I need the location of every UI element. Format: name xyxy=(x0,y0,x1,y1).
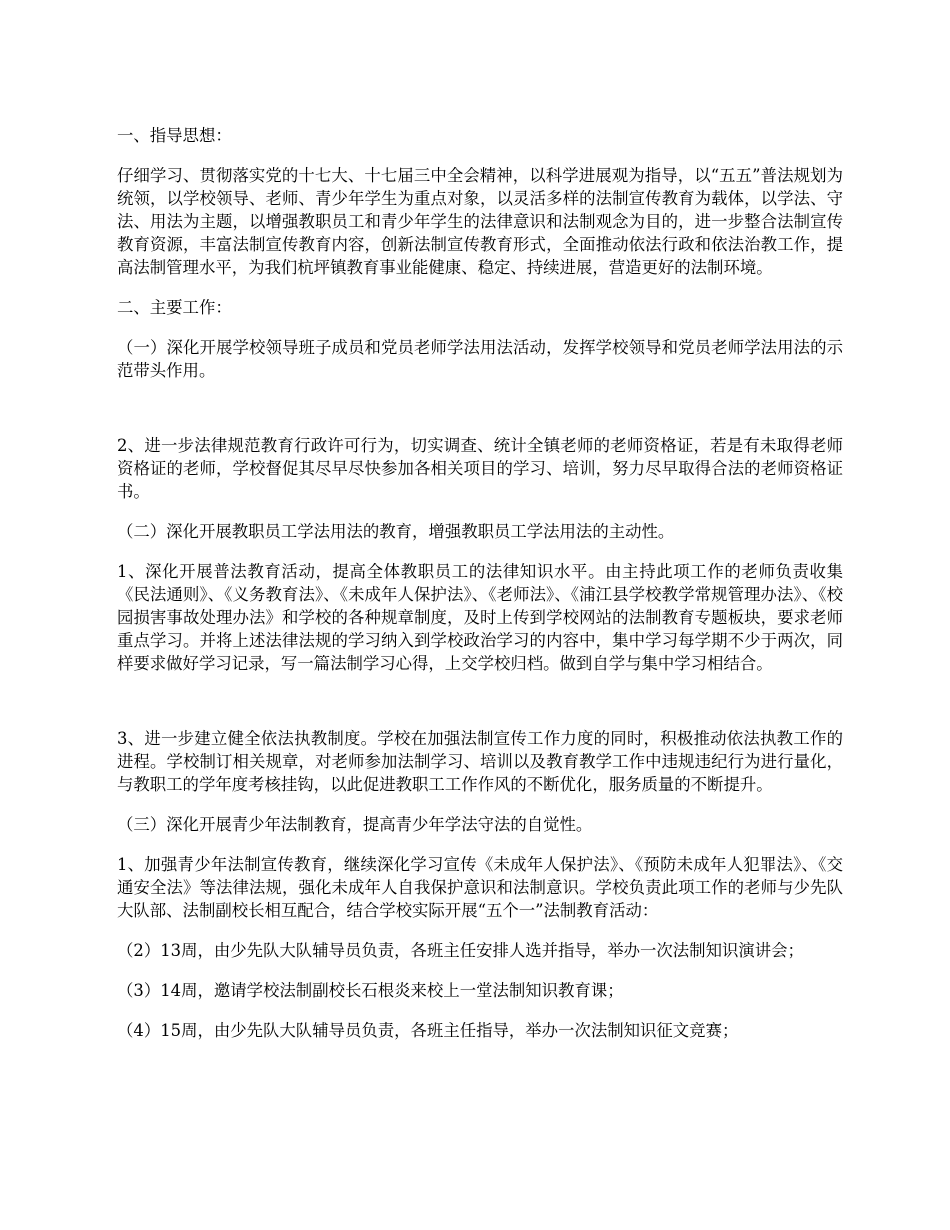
list-item-week-13: （2）13周，由少先队大队辅导员负责，各班主任安排人选并指导，举办一次法制知识演讲会； xyxy=(117,941,804,960)
subsection-heading-staff: （二）深化开展教职员工学法用法的教育，增强教职员工学法用法的主动性。 xyxy=(117,522,675,541)
subsection-heading-youth: （三）深化开展青少年法制教育，提高青少年学法守法的自觉性。 xyxy=(117,815,593,834)
list-item-week-15: （4）15周，由少先队大队辅导员负责，各班主任指导，举办一次法制知识征文竞赛； xyxy=(117,1021,739,1040)
paragraph-item-1-youth: 1、加强青少年法制宣传教育，继续深化学习宣传《未成年人保护法》、《预防未成年人犯罪法》、《交通安全法》等法律法规，强化未成年人自我保护意识和法制意识。学校负责此项工作的老师与少先队大队部、法制副校长相互配合，结合学校实际开展“五个一”法制教育活动： xyxy=(117,855,843,920)
section-heading-guiding-ideology: 一、指导思想： xyxy=(117,126,232,145)
subsection-heading-leadership: （一）深化开展学校领导班子成员和党员老师学法用法活动，发挥学校领导和党员老师学法用法的示范带头作用。 xyxy=(117,338,843,380)
paragraph-item-1-education: 1、深化开展普法教育活动，提高全体教职员工的法律知识水平。由主持此项工作的老师负责收集《民法通则》、《义务教育法》、《未成年人保护法》、《老师法》、《浦江县学校教学常规管理办法》、《校园损害事故处理办法》和学校的各种规章制度，及时上传到学校网站的法制教育专题板块，要求老师重点学习。并将上述法律法规的学习纳入到学校政治学习的内容中，集中学习每学期不少于两次，同样要求做好学习记录，写一篇法制学习心得，上交学校归档。做到自学与集中学习相结合。 xyxy=(117,562,843,673)
section-heading-main-work: 二、主要工作： xyxy=(117,298,232,317)
paragraph-item-3-rules: 3、进一步建立健全依法执教制度。学校在加强法制宣传工作力度的同时，积极推动依法执教工作的进程。学校制订相关规章，对老师参加法制学习、培训以及教育教学工作中违规违纪行为进行量化，与教职工的学年度考核挂钩，以此促进教职工工作作风的不断优化，服务质量的不断提升。 xyxy=(117,729,843,794)
paragraph-item-2-licensing: 2、进一步法律规范教育行政许可行为，切实调查、统计全镇老师的老师资格证，若是有未取得老师资格证的老师，学校督促其尽早尽快参加各相关项目的学习、培训，努力尽早取得合法的老师资格证书。 xyxy=(117,436,843,501)
list-item-week-14: （3）14周，邀请学校法制副校长石根炎来校上一堂法制知识教育课； xyxy=(117,981,624,1000)
paragraph-guiding-ideology: 仔细学习、贯彻落实党的十七大、十七届三中全会精神，以科学进展观为指导，以“五五”普法规划为统领，以学校领导、老师、青少年学生为重点对象，以灵活多样的法制宣传教育为载体，以学法、守法、用法为主题，以增强教职员工和青少年学生的法律意识和法制观念为目的，进一步整合法制宣传教育资源，丰富法制宣传教育内容，创新法制宣传教育形式，全面推动依法行政和依法治教工作，提高法制管理水平，为我们杭坪镇教育事业能健康、稳定、持续进展，营造更好的法制环境。 xyxy=(117,166,843,277)
document-page xyxy=(117,124,843,1042)
